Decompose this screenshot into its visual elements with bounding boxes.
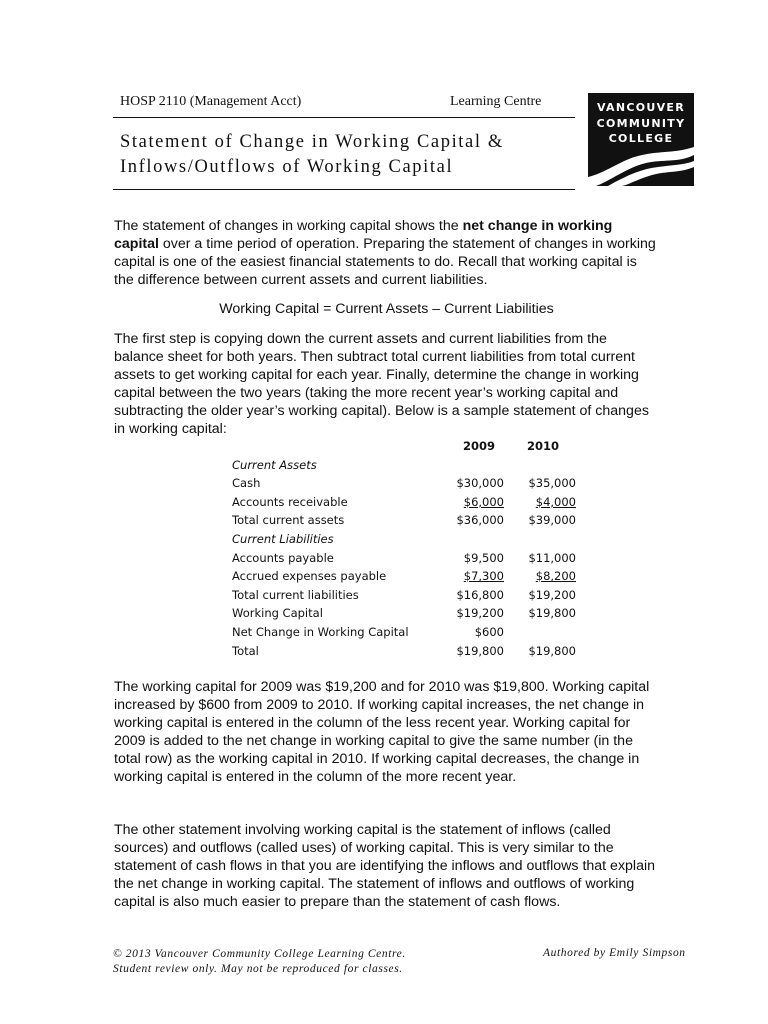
row-label: Total current liabilities (232, 587, 359, 602)
intro-text-start: The statement of changes in working capital shows the (114, 218, 463, 234)
table-row (232, 567, 582, 586)
value-2009: $9,500 (463, 550, 504, 565)
table-row (232, 642, 582, 661)
value-2010: $19,200 (528, 587, 576, 602)
notice-line: Student review only. May not be reproduced for classes. (113, 963, 403, 975)
value-2010: $39,000 (528, 513, 576, 528)
value-2009: $19,800 (456, 643, 504, 658)
row-label: Accounts payable (232, 550, 334, 565)
value-2009: $19,200 (456, 606, 504, 621)
logo-line-3: COLLEGE (608, 132, 674, 145)
row-label: Total current assets (232, 513, 345, 528)
header-2010: 2010 (526, 439, 559, 453)
header-2009: 2009 (462, 439, 495, 453)
row-label: Accounts receivable (232, 494, 348, 509)
header-rule-bottom (113, 189, 575, 190)
value-2009: $30,000 (456, 476, 504, 491)
row-label: Working Capital (232, 606, 323, 621)
value-2009: $7,300 (463, 569, 504, 584)
working-capital-formula: Working Capital = Current Assets – Current Liabilities (219, 301, 554, 317)
explanation-paragraph: The working capital for 2009 was $19,200 and for 2010 was $19,800. Working capital increased by $600 from 2009 to 2010. If working capital increases, the net change in working capital is entered in the column of the less recent year. Working capital for 2009 is added to the net change in working capital to give the same number (in the total row) as the working capital in 2010. If working capital decreases, the change in working capital is entered in the column of the more recent year. (114, 679, 650, 785)
course-code: HOSP 2110 (Management Acct) (120, 94, 302, 109)
footer-copyright (113, 947, 406, 977)
table-row (232, 474, 582, 493)
value-2010: $8,200 (535, 569, 576, 584)
title-line-1: Statement of Change in Working Capital & (120, 132, 504, 152)
row-label: Current Liabilities (232, 531, 334, 546)
table-row (232, 511, 582, 530)
intro-paragraph (114, 217, 659, 289)
row-label: Net Change in Working Capital (232, 624, 409, 639)
intro-bold-term: net change in working capital (114, 218, 613, 252)
statement-header-row (232, 437, 582, 456)
learning-centre-label: Learning Centre (450, 94, 542, 109)
vcc-logo (588, 93, 694, 186)
table-row (232, 623, 582, 642)
value-2010: $11,000 (528, 550, 576, 565)
value-2010: $19,800 (528, 643, 576, 658)
logo-line-2: COMMUNITY (596, 116, 686, 130)
row-label: Current Assets (232, 457, 317, 472)
footer-author: Authored by Emily Simpson (543, 947, 686, 959)
logo-line-1: VANCOUVER (596, 101, 686, 114)
intro-text-end: over a time period of operation. Preparing the statement of changes in working capital is one of the easiest financial statements to do. Recall that working capital is the difference between current assets and current liabilities. (114, 236, 656, 288)
table-row (232, 604, 582, 623)
value-2009: $6,000 (463, 494, 504, 509)
page-title (120, 130, 504, 180)
steps-paragraph: The first step is copying down the current assets and current liabilities from the balance sheet for both years. Then subtract total current liabilities from total current assets to get working capital for each year. Finally, determine the change in working capital between the two years (taking the more recent year’s working capital and subtracting the older year’s working capital). Below is a sample statement of changes in working capital: (114, 331, 649, 437)
value-2009: $600 (474, 624, 504, 639)
value-2010: $4,000 (535, 494, 576, 509)
working-capital-statement (232, 437, 582, 660)
table-row (232, 493, 582, 512)
logo-wave-icon (588, 93, 694, 186)
copyright-line: © 2013 Vancouver Community College Learning Centre. (113, 948, 406, 960)
row-label: Accrued expenses payable (232, 569, 387, 584)
table-row (232, 456, 582, 475)
row-label: Total (232, 643, 259, 658)
value-2009: $36,000 (456, 513, 504, 528)
table-row (232, 530, 582, 549)
title-line-2: Inflows/Outflows of Working Capital (120, 157, 454, 177)
header-rule-top (113, 117, 575, 118)
value-2009: $16,800 (456, 587, 504, 602)
table-row (232, 586, 582, 605)
value-2010: $19,800 (528, 606, 576, 621)
table-row (232, 549, 582, 568)
row-label: Cash (232, 476, 261, 491)
inflows-paragraph: The other statement involving working capital is the statement of inflows (called sources) and outflows (called uses) of working capital. This is very similar to the statement of cash flows in that you are identifying the inflows and outflows that explain the net change in working capital. The statement of inflows and outflows of working capital is also much easier to prepare than the statement of cash flows. (114, 822, 656, 910)
value-2010: $35,000 (528, 476, 576, 491)
